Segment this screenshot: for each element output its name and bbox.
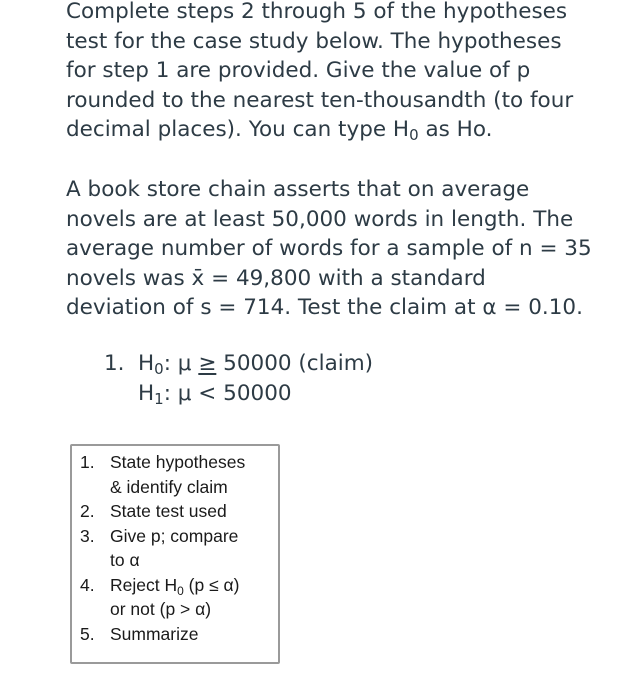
h0-pre: : μ [163, 351, 199, 376]
alternative-hypothesis-text [138, 379, 292, 409]
step-line: to α [110, 550, 140, 570]
instructions-line: Complete steps 2 through 5 of the hypotheses [66, 0, 568, 24]
instructions-line: test for the case study below. The hypotheses [66, 28, 562, 54]
step-line: Give p; compare [110, 525, 239, 546]
subscript: 0 [177, 583, 184, 598]
greater-equal-symbol: ≥ [198, 351, 217, 376]
instructions-line: rounded to the nearest ten-thousandth (to four [66, 87, 574, 113]
step-item [80, 499, 245, 524]
instructions-text: decimal places). You can type H [66, 117, 410, 142]
step-text [110, 573, 240, 622]
subscript: 0 [409, 126, 419, 144]
step-number: 3. [80, 525, 95, 546]
h1-text: : μ < 50000 [163, 381, 292, 406]
instructions-text: as Ho. [418, 117, 493, 142]
h0-post: 50000 (claim) [216, 351, 374, 376]
step-text: Reject H [110, 574, 178, 595]
instructions-line [66, 115, 606, 145]
step-text [110, 524, 238, 573]
case-line: novels was x̄ = 49,800 with a standard [66, 265, 486, 291]
step-line: State hypotheses [110, 452, 246, 472]
alternative-hypothesis [104, 379, 373, 409]
instructions-line: for step 1 are provided. Give the value of p [66, 58, 531, 83]
step-item [80, 573, 245, 622]
steps-box [70, 444, 280, 664]
h-letter: H [138, 381, 155, 406]
step-number: 5. [80, 623, 95, 644]
step-line: & identify claim [110, 476, 228, 497]
case-line: A book store chain asserts that on average [66, 177, 530, 202]
case-line: novels are at least 50,000 words in length. The [66, 206, 574, 232]
null-hypothesis-text [138, 349, 373, 379]
case-study-paragraph [66, 175, 606, 323]
case-line: average number of words for a sample of n = 35 [66, 236, 592, 261]
subscript: 0 [154, 360, 164, 378]
step-number: 2. [80, 501, 95, 521]
h-letter: H [138, 351, 155, 376]
step-text: (p ≤ α) [183, 574, 240, 595]
hypotheses-list [104, 349, 373, 409]
instructions-paragraph [66, 0, 606, 145]
subscript: 1 [154, 390, 164, 408]
step-item [80, 622, 245, 647]
step-item [80, 450, 245, 499]
step-line: or not (p > α) [110, 599, 212, 619]
null-hypothesis [104, 349, 373, 379]
step-text [110, 450, 245, 499]
step-line: State test used [110, 501, 227, 521]
step-number: 4. [80, 574, 95, 595]
step-item [80, 524, 245, 573]
step-number: 1. [80, 452, 95, 472]
step-line [110, 573, 240, 598]
step-line: Summarize [110, 623, 199, 644]
list-number: 1. [104, 351, 125, 376]
case-line: deviation of s = 714. Test the claim at α = 0.10. [66, 295, 583, 320]
